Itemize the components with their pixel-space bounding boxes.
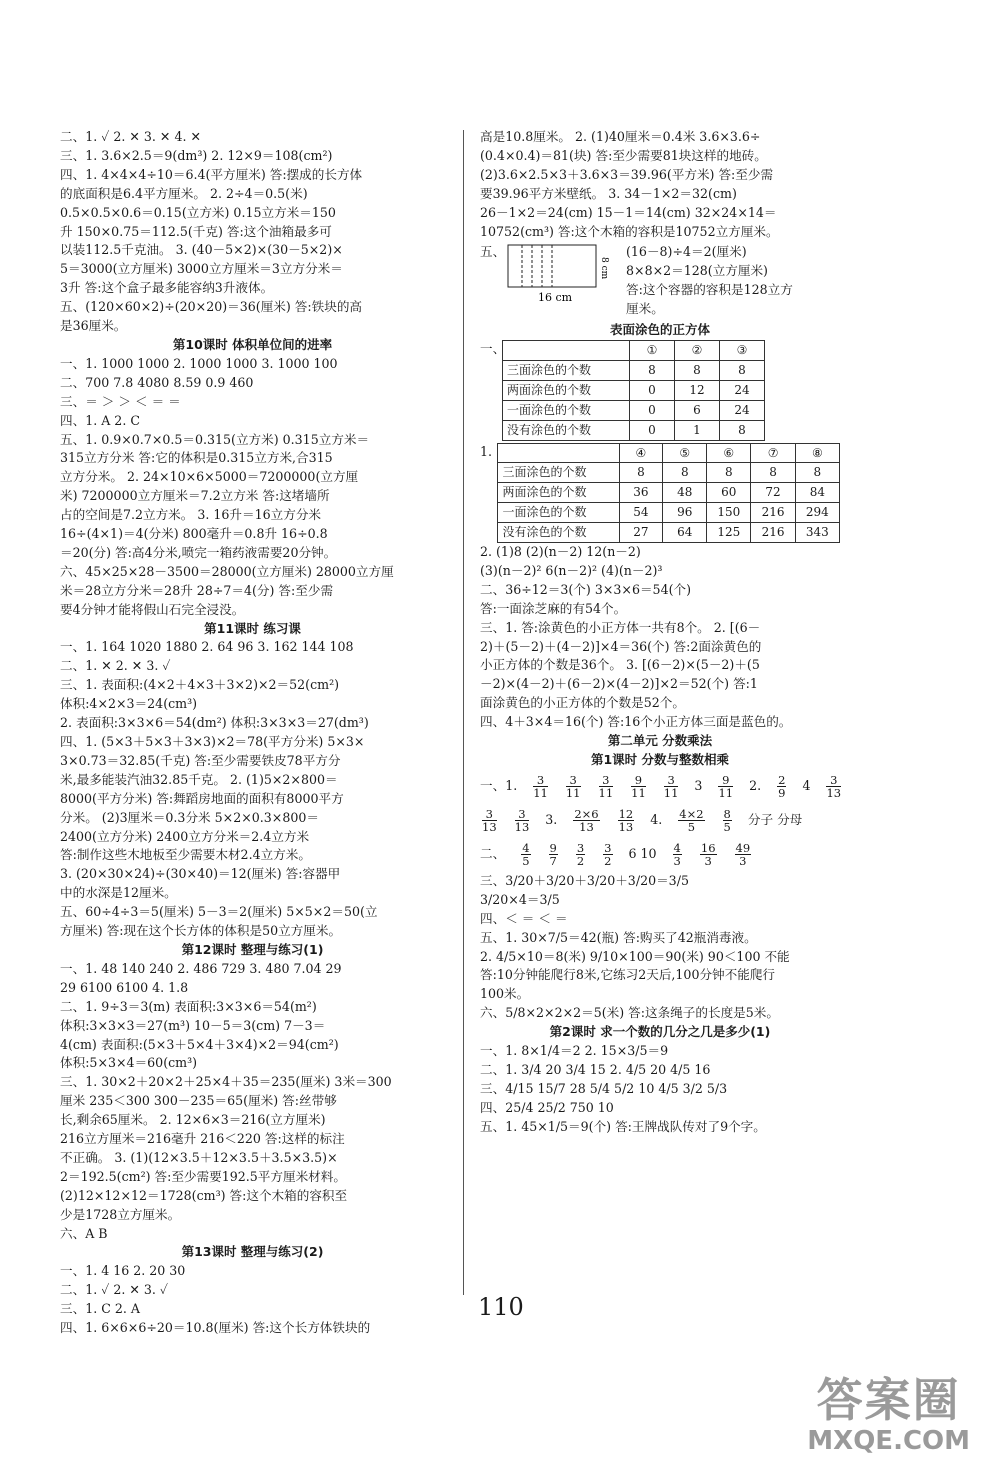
answer-line: 2＝192.5(cm²) 答:至少需要192.5平方厘米材料。: [60, 1168, 346, 1184]
answer-line: 二、1. ✓ 2. ✕ 3. ✓: [60, 1282, 169, 1298]
table-cell: 60: [707, 483, 751, 503]
answer-line: 100米。: [480, 986, 530, 1002]
answer-line: 五、(120×60×2)÷(20×20)＝36(厘米) 答:铁块的高: [60, 299, 363, 315]
table-row: [498, 503, 840, 523]
answer-line: 三、1. 3.6×2.5＝9(dm³) 2. 12×9＝108(cm²): [60, 147, 333, 163]
answer-line: 第13课时 整理与练习(2): [181, 1244, 324, 1260]
page-number: 110: [478, 1293, 524, 1321]
answer-line: 2. (1)8 (2)(n－2) 12(n－2): [480, 544, 641, 560]
table-cell: 0: [630, 420, 675, 440]
answer-line: 米＝28立方分米＝28升 28÷7＝4(分) 答:至少需: [60, 582, 334, 598]
lesson1-title: 第1课时 分数与整数相乘: [590, 752, 730, 767]
answer-line: 315立方分米 答:它的体积是0.315立方米,合315: [60, 450, 333, 466]
table-header-cell: [498, 443, 619, 463]
answer-line: (3)(n－2)² 6(n－2)² (4)(n－2)³: [480, 562, 663, 578]
answer-line: 四、＜ ＝ ＜ ＝: [480, 910, 568, 926]
answer-line: 第12课时 整理与练习(1): [181, 941, 324, 957]
answer-line: 一、1. 48 140 240 2. 486 729 3. 480 7.04 29: [60, 960, 342, 976]
answer-line: 四、1. (5×3＋5×3＋3×3)×2＝78(平方分米) 5×3×: [60, 734, 365, 749]
container-answer-line: 厘米。: [626, 301, 664, 317]
answer-line: 小正方体的个数是36个。 3. [(6－2)×(5－2)＋(5: [480, 657, 760, 673]
container-diagram-section: [480, 243, 840, 319]
answer-line: 四、1. 6×6×6÷20＝10.8(厘米) 答:这个长方体铁块的: [60, 1320, 371, 1336]
answer-line: 米,最多能装汽油32.85千克。 2. (1)5×2×800＝: [60, 771, 338, 787]
answer-line: －2)×(4－2)＋(6－2)×(4－2)]×2＝52(个) 答:1: [480, 676, 758, 692]
answer-line: 五、1. 45×1/5＝9(个) 答:王牌战队传对了9个字。: [480, 1118, 766, 1134]
table-header-cell: ⑧: [795, 443, 839, 463]
table-cell: 54: [619, 503, 663, 523]
table-cell: 0: [630, 380, 675, 400]
answer-line: 第10课时 体积单位间的进率: [172, 336, 333, 352]
answer-line: 要4分钟才能将假山石完全浸没。: [60, 601, 245, 617]
table-cell: 没有涂色的个数: [498, 523, 619, 543]
answer-line: 3. (20×30×24)÷(30×40)＝12(厘米) 答:容器甲: [60, 866, 341, 882]
table-cell: 150: [707, 503, 751, 523]
answer-line: 五、1. 30×7/5＝42(瓶) 答:购买了42瓶消毒液。: [480, 929, 757, 945]
answer-line: 六、45×25×28－3500＝28000(立方厘米) 28000立方厘: [60, 563, 394, 579]
answer-line: 3×0.73＝32.85(千克) 答:至少需要铁皮78平方分: [60, 752, 341, 768]
answer-line: 10752(cm³) 答:这个木箱的容积是10752立方厘米。: [480, 223, 779, 239]
answer-line: 五、60÷4÷3＝5(厘米) 5－3＝2(厘米) 5×5×2＝50(立: [60, 904, 378, 920]
answer-line: 中的水深是12厘米。: [60, 885, 177, 901]
answer-line: 体积:5×3×4＝60(cm³): [60, 1055, 198, 1071]
answer-line: 要39.96平方米壁纸。 3. 34－1×2＝32(cm): [480, 185, 737, 201]
answer-line: 分米。 (2)3厘米＝0.3分米 5×2×0.3×800＝: [60, 809, 319, 825]
answer-line: 二、1. 9÷3＝3(m) 表面积:3×3×6＝54(m²): [60, 998, 317, 1014]
answer-line: 以装112.5千克油。 3. (40－5×2)×(30－5×2)×: [60, 242, 343, 258]
table-row: [503, 420, 765, 440]
answer-line: 2)＋(5－2)＋(4－2)]×4＝36(个) 答:2面涂黄色的: [480, 638, 762, 654]
answer-line: 4(cm) 表面积:(5×3＋5×4＋3×4)×2＝94(cm²): [60, 1036, 339, 1052]
answer-line: 三、1. 30×2＋20×2＋25×4＋35＝235(厘米) 3米＝300: [60, 1074, 392, 1090]
answer-line: 厘米 235＜300 300－235＝65(厘米) 答:丝带够: [60, 1093, 337, 1109]
answer-line: 四、25/4 25/2 750 10: [480, 1099, 614, 1115]
table-header-cell: ②: [675, 340, 720, 360]
answer-line: 答:10分钟能爬行8米,它练习2天后,100分钟不能爬行: [480, 967, 776, 983]
container-solution: [626, 243, 793, 319]
right-column: [480, 128, 840, 1137]
table-cell: 8: [630, 360, 675, 380]
table-cell: 8: [675, 360, 720, 380]
table-row: [503, 380, 765, 400]
cube-section-title: 表面涂色的正方体: [609, 322, 710, 338]
table2-wrap: [480, 443, 840, 544]
table-header-cell: [503, 340, 630, 360]
table-cell: 三面涂色的个数: [503, 360, 630, 380]
table-cell: 8: [795, 463, 839, 483]
container-answer-line: (16－8)÷4＝2(厘米): [626, 244, 747, 260]
lesson1-q2: 二、 $\frac{4}{5}$ $\frac{9}{7}$ $\frac{3}{2}$ $\frac{3}{2}$ 6 10 $\frac{4}{3}$ $\frac{16}{3}$ $\frac{49}{3}$: [480, 841, 751, 869]
answer-line: 四、4＋3×4＝16(个) 答:16个小正方体三面是蓝色的。: [480, 714, 792, 730]
answer-line: 8000(平方分米) 答:舞蹈房地面的面积有8000平方: [60, 790, 344, 806]
table2-label: 1.: [480, 443, 493, 459]
table-cell: 一面涂色的个数: [503, 400, 630, 420]
table-cell: 27: [619, 523, 663, 543]
answer-line: 米) 7200000立方厘米＝7.2立方米 答:这堵墙所: [60, 488, 330, 504]
table-header-cell: ⑥: [707, 443, 751, 463]
table-header-cell: ⑤: [663, 443, 707, 463]
answer-line: 二、1. 3/4 20 3/4 15 2. 4/5 20 4/5 16: [480, 1061, 711, 1077]
answer-line: 一、1. 1000 1000 2. 1000 1000 3. 1000 100: [60, 355, 338, 371]
watermark-url: MXQE.COM: [807, 1426, 970, 1456]
answer-line: 体积:3×3×3＝27(m³) 10－5＝3(cm) 7－3＝: [60, 1017, 326, 1033]
cube-table-2: [497, 443, 840, 544]
answer-line: 三、1. 表面积:(4×2＋4×3＋3×2)×2＝52(cm²): [60, 677, 340, 693]
answer-line: 216立方厘米＝216毫升 216＜220 答:这样的标注: [60, 1131, 345, 1147]
answer-line: (2)3.6×2.5×3＋3.6×3＝39.96(平方米) 答:至少需: [480, 166, 774, 182]
table-cell: 8: [663, 463, 707, 483]
answer-line: 六、A B: [60, 1225, 108, 1241]
table-row: [498, 463, 840, 483]
table-cell: 6: [675, 400, 720, 420]
answer-line: 不正确。 3. (1)(12×3.5＋12×3.5＋3.5×3.5)×: [60, 1149, 338, 1165]
answer-line: 二、1. ✕ 2. ✕ 3. ✓: [60, 658, 171, 674]
answer-line: 的底面积是6.4平方厘米。 2. 2÷4＝0.5(米): [60, 185, 308, 201]
unit-title: 第二单元 分数乘法: [607, 733, 713, 749]
table-cell: 24: [720, 400, 765, 420]
table-cell: 294: [795, 503, 839, 523]
lesson2-text: [480, 1042, 840, 1137]
table-header-cell: ③: [720, 340, 765, 360]
table-cell: 96: [663, 503, 707, 523]
table-cell: 8: [720, 420, 765, 440]
answer-line: 三、1. C 2. A: [60, 1301, 140, 1317]
answer-line: 答:制作这些木地板至少需要木材2.4立方米。: [60, 847, 311, 863]
column-divider: [463, 130, 464, 1295]
table1-wrap: [480, 340, 840, 441]
answer-line: 面涂黄色的小正方体的个数是52个。: [480, 695, 685, 711]
answer-line: 一、1. 4 16 2. 20 30: [60, 1263, 186, 1279]
table-cell: 216: [751, 523, 795, 543]
table-cell: 0: [630, 400, 675, 420]
height-label: 8 cm: [599, 257, 609, 280]
table-cell: 84: [795, 483, 839, 503]
answer-line: 2. 表面积:3×3×6＝54(dm²) 体积:3×3×3＝27(dm³): [60, 715, 369, 731]
table-cell: 两面涂色的个数: [503, 380, 630, 400]
answer-line: 高是10.8厘米。 2. (1)40厘米＝0.4米 3.6×3.6÷: [480, 129, 761, 144]
answer-line: 2. 4/5×10＝8(米) 9/10×100＝90(米) 90＜100 不能: [480, 948, 790, 964]
answer-line: 一、1. 8×1/4＝2 2. 15×3/5＝9: [480, 1043, 669, 1059]
answer-line: 三、4/15 15/7 28 5/4 5/2 10 4/5 3/2 5/3: [480, 1080, 728, 1096]
table-cell: 125: [707, 523, 751, 543]
answer-line: 五、1. 0.9×0.7×0.5＝0.315(立方米) 0.315立方米＝: [60, 431, 370, 447]
table-cell: 8: [619, 463, 663, 483]
answer-line: (2)12×12×12＝1728(cm³) 答:这个木箱的容积至: [60, 1187, 348, 1203]
answer-line: 26－1×2＝24(cm) 15－1＝14(cm) 32×24×14＝: [480, 204, 777, 220]
table-cell: 343: [795, 523, 839, 543]
table1-label: 一、: [480, 340, 506, 356]
answer-line: 0.5×0.5×0.6＝0.15(立方米) 0.15立方米＝150: [60, 204, 336, 220]
table-cell: 三面涂色的个数: [498, 463, 619, 483]
table-cell: 1: [675, 420, 720, 440]
width-label: 16 cm: [538, 291, 573, 305]
lesson2-title: 第2课时 求一个数的几分之几是多少(1): [549, 1024, 771, 1040]
watermark: [807, 1364, 970, 1456]
lesson1-text: [480, 872, 840, 1023]
right-middle-text: [480, 543, 840, 732]
container-answer-line: 答:这个容器的容积是128立方: [626, 282, 793, 298]
table-cell: 64: [663, 523, 707, 543]
answer-line: 体积:4×2×3＝24(cm³): [60, 696, 198, 712]
answer-line: 第11课时 练习课: [204, 620, 301, 636]
table-header-cell: ⑦: [751, 443, 795, 463]
table-cell: 36: [619, 483, 663, 503]
answer-line: 答:一面涂芝麻的有54个。: [480, 600, 627, 616]
lesson1-q1: 一、1. $\frac{3}{11}$ $\frac{3}{11}$ $\frac{3}{11}$ $\frac{9}{11}$ $\frac{3}{11}$ 3 $\frac{9}{11}$ 2. $\frac{2}{9}$ 4 $\frac{3}{13}$: [480, 773, 842, 801]
answer-line: 四、1. 4×4×4÷10＝6.4(平方厘米) 答:摆成的长方体: [60, 166, 363, 182]
answer-line: 一、1. 164 1020 1880 2. 64 96 3. 162 144 108: [60, 639, 354, 655]
table-row: [503, 360, 765, 380]
answer-line: 是36厘米。: [60, 318, 127, 334]
table-cell: 一面涂色的个数: [498, 503, 619, 523]
answer-line: 六、5/8×2×2×2＝5(米) 答:这条绳子的长度是5米。: [480, 1005, 779, 1021]
answer-line: 少是1728立方厘米。: [60, 1206, 181, 1222]
table-header-cell: ①: [630, 340, 675, 360]
cube-table-1: [502, 340, 765, 441]
answer-line: 3/20×4＝3/5: [480, 891, 560, 907]
answer-line: 升 150×0.75＝112.5(千克) 答:这个油箱最多可: [60, 223, 332, 239]
table-cell: 8: [751, 463, 795, 483]
table-cell: 12: [675, 380, 720, 400]
shape-section-label: 五、: [480, 244, 506, 260]
table-cell: 8: [707, 463, 751, 483]
table-header-cell: ④: [619, 443, 663, 463]
watermark-logo: 答案圈: [816, 1373, 961, 1427]
answer-line: 三、3/20＋3/20＋3/20＋3/20＝3/5: [480, 872, 689, 888]
answer-line: 方厘米) 答:现在这个长方体的体积是50立方厘米。: [60, 923, 342, 939]
container-answer-line: 8×8×2＝128(立方厘米): [626, 263, 768, 279]
table-row: [498, 523, 840, 543]
table-row: [503, 400, 765, 420]
answer-line: 二、36÷12＝3(个) 3×3×6＝54(个): [480, 581, 692, 597]
answer-line: ＝20(分) 答:高4分米,喷完一箱药液需要20分钟。: [60, 544, 337, 560]
answer-line: 3升 答:这个盒子最多能容纳3升液体。: [60, 280, 274, 296]
answer-line: 长,剩余65厘米。 2. 12×6×3＝216(立方厘米): [60, 1112, 326, 1128]
answer-line: 二、700 7.8 4080 8.59 0.9 460: [60, 374, 254, 390]
table-cell: 两面涂色的个数: [498, 483, 619, 503]
table-cell: 216: [751, 503, 795, 523]
table-cell: 48: [663, 483, 707, 503]
left-column: [60, 128, 445, 1338]
table-cell: 24: [720, 380, 765, 400]
answer-line: 立方分米。 2. 24×10×6×5000＝7200000(立方厘: [60, 469, 359, 485]
answer-line: 29 6100 6100 4. 1.8: [60, 979, 189, 995]
answer-line: 三、＝ ＞ ＞ ＜ ＝ ＝: [60, 393, 181, 409]
table-cell: 8: [720, 360, 765, 380]
answer-line: 占的空间是7.2立方米。 3. 16升＝16立方分米: [60, 507, 322, 523]
container-diagram: [502, 243, 614, 305]
answer-line: (0.4×0.4)＝81(块) 答:至少需要81块这样的地砖。: [480, 147, 767, 163]
answer-line: 三、1. 答:涂黄色的小正方体一共有8个。 2. [(6－: [480, 619, 761, 635]
answer-line: 二、1. ✓ 2. ✕ 3. ✕ 4. ✕: [60, 129, 202, 144]
lesson1-q1b: $\frac{3}{13}$ $\frac{3}{13}$ 3. $\frac{2\times 6}{13}$ $\frac{12}{13}$ 4. $\frac{4\times 2}{5}$ $\frac{8}{5}$ 分子 分母: [482, 807, 803, 835]
table-cell: 72: [751, 483, 795, 503]
answer-line: 四、1. A 2. C: [60, 412, 140, 428]
answer-line: 16÷(4×1)＝4(分米) 800毫升＝0.8升 16÷0.8: [60, 526, 328, 542]
answer-line: 2400(立方分米) 2400立方分米＝2.4立方米: [60, 828, 310, 844]
answer-line: 5＝3000(立方厘米) 3000立方厘米＝3立方分米＝: [60, 261, 343, 277]
right-top-text: [480, 128, 840, 241]
table-row: [498, 483, 840, 503]
table-cell: 没有涂色的个数: [503, 420, 630, 440]
